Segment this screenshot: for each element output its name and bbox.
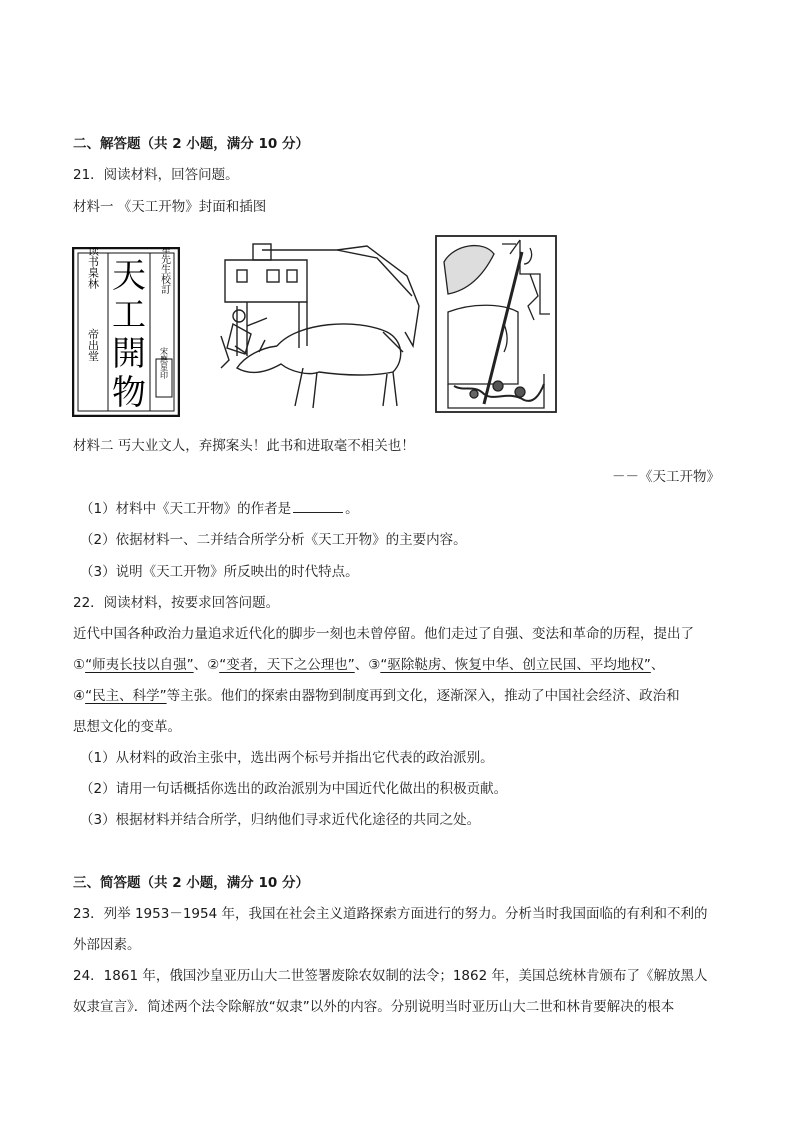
q22-para-line1: 近代中国各种政治力量追求近代化的脚步一刻也未曾停留。他们走过了自强、变法和革命的历程，提出了	[73, 626, 694, 642]
section-heading-3: 三、简答题（共 2 小题，满分 10 分）	[73, 875, 309, 891]
cover-publisher: 帝出堂	[86, 328, 100, 362]
q24-line1: 24．1861 年，俄国沙皇亚历山大二世签署废除农奴制的法令；1862 年，美国总统林肯颁布了《解放黑人	[73, 968, 708, 984]
q21-sub1-end: 。	[345, 501, 359, 517]
section-heading-2: 二、解答题（共 2 小题，满分 10 分）	[73, 136, 309, 152]
cover-title-char-1: 天	[112, 256, 146, 296]
proposal-1: “师夷长技以自强”	[85, 657, 194, 673]
cover-title-char-2: 工	[112, 295, 146, 335]
cover-title-char-4: 物	[112, 373, 146, 413]
q21-material2: 材料二 丐大业文人，弃掷案头！此书和进取毫不相关也！	[73, 438, 415, 454]
cover-left-text: 读书臬林	[86, 247, 100, 289]
cover-title-char-3: 開	[112, 334, 146, 374]
q23-line1: 23．列举 1953－1954 年，我国在社会主义道路探索方面进行的努力。分析当时我国面临的有利和不利的	[73, 906, 708, 922]
q22-sub2: （2）请用一句话概括你选出的政治派别为中国近代化做出的积极贡献。	[80, 781, 508, 797]
marker-3: 、③	[354, 657, 381, 673]
q21-sub1	[80, 499, 359, 518]
q24-line2: 奴隶宣言》．简述两个法令除解放“奴隶”以外的内容。分别说明当时亚历山大二世和林肯要解决的根本	[73, 999, 675, 1015]
q22-stem: 22．阅读材料，按要求回答问题。	[73, 595, 280, 611]
marker-1: ①	[73, 657, 86, 673]
marker-4: ④	[73, 688, 86, 704]
q21-sub1-text: （1）材料中《天工开物》的作者是	[80, 501, 292, 517]
answer-blank[interactable]	[293, 499, 343, 513]
q22-para-line2	[73, 656, 664, 674]
proposal-3: “驱除鞑虏、恢复中华、创立民国、平均地权”	[380, 657, 651, 673]
q22-para-line3	[73, 687, 680, 705]
q22-sub3: （3）根据材料并结合所学，归纳他们寻求近代化途径的共同之处。	[80, 812, 481, 828]
marker-2: 、②	[193, 657, 220, 673]
pump-illustration	[434, 234, 558, 414]
cover-right-text: 宋應星先生校訂	[158, 247, 170, 294]
q21-source: －－《天工开物》	[612, 469, 720, 485]
q21-sub2: （2）依据材料一、二并结合所学分析《天工开物》的主要内容。	[80, 532, 467, 548]
ox-illustration	[207, 236, 433, 416]
q23-line2: 外部因素。	[73, 937, 141, 953]
q21-stem: 21．阅读材料，回答问题。	[73, 167, 239, 183]
cover-seal: 宋應星印	[159, 347, 169, 379]
book-cover-image	[72, 247, 180, 417]
q22-para-text: 等主张。他们的探索由器物到制度再到文化，逐渐深入，推动了中国社会经济、政治和	[166, 688, 680, 704]
q22-para-line4: 思想文化的变革。	[73, 719, 181, 735]
separator: 、	[650, 657, 665, 673]
q22-sub1: （1）从材料的政治主张中，选出两个标号并指出它代表的政治派别。	[80, 750, 494, 766]
proposal-2: “变者，天下之公理也”	[219, 657, 355, 673]
q21-material1: 材料一 《天工开物》封面和插图	[73, 199, 267, 215]
proposal-4: “民主、科学”	[85, 688, 167, 704]
q21-sub3: （3）说明《天工开物》所反映出的时代特点。	[80, 564, 359, 580]
